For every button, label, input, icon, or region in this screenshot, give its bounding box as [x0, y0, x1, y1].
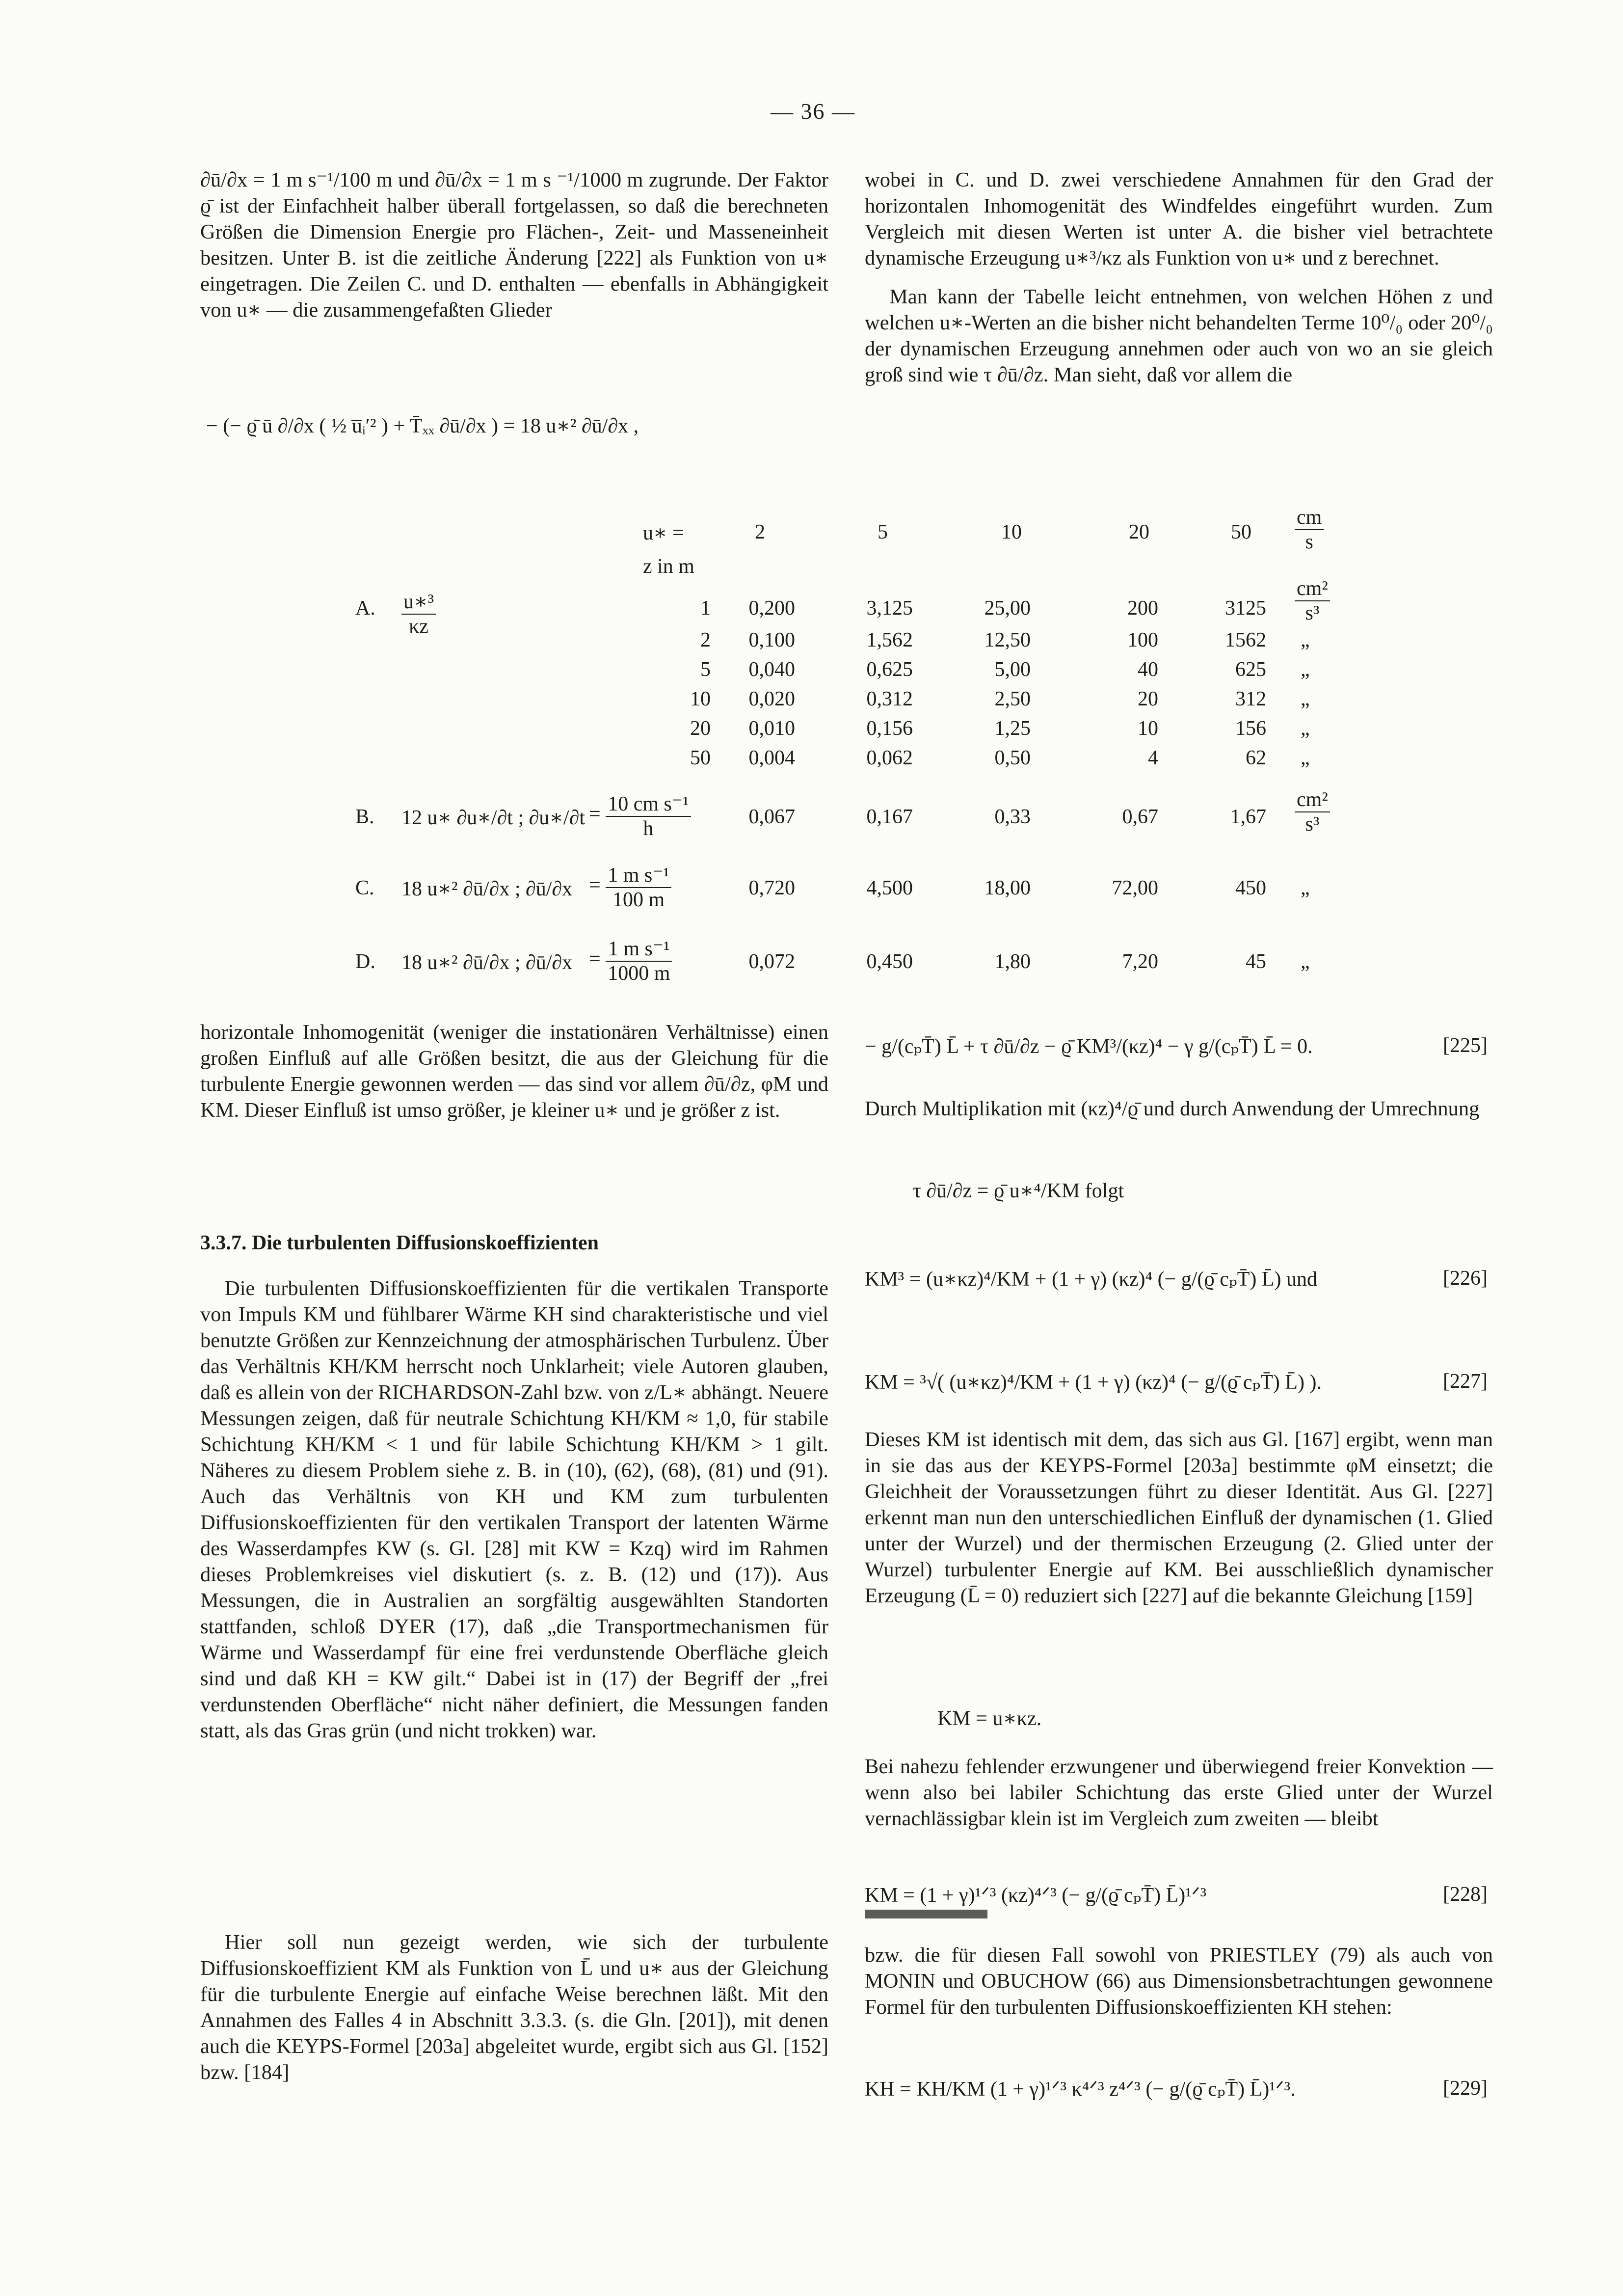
table-cell: 12,50	[984, 629, 1031, 651]
table-cell: 45	[1246, 950, 1266, 973]
right-paragraph-priestley	[865, 1942, 1493, 2020]
table-cell: 0,450	[866, 950, 913, 973]
table-cell: 0,50	[994, 747, 1031, 769]
right-paragraph-convection	[865, 1754, 1493, 1832]
ustar-label: u∗ =	[643, 522, 684, 544]
equation-number-226: [226]	[1443, 1267, 1488, 1290]
right-paragraph-6: bzw. die für diesen Fall sowohl von PRIESTLEY (79) als auch von MONIN und OBUCHOW (66) aus Dimensionsbetrachtungen gewonnene Formel für den turbulenten Diffusionskoeffizienten KH stehen:	[865, 1944, 1493, 2019]
left-column-bottom-2	[200, 1929, 828, 2085]
table-cell: 0,312	[866, 688, 913, 710]
ditto-mark: „	[1301, 747, 1310, 769]
ustar-value: 50	[1231, 521, 1251, 543]
equation-226: KM³ = (u∗κz)⁴/KM + (1 + γ) (κz)⁴ (− g/(ϱ̄ cₚT̄) L̄) und	[865, 1268, 1318, 1291]
right-paragraph-identity	[865, 1427, 1493, 1609]
ditto-mark: „	[1301, 629, 1310, 651]
table-cell: 156	[1235, 717, 1266, 740]
left-paragraph-1: ∂ū/∂x = 1 m s⁻¹/100 m und ∂ū/∂x = 1 m s ⁻¹/1000 m zugrunde. Der Faktor ϱ̄ ist der Einfachheit halber überall fortgelassen, so daß die berechneten Größen die Dimension Energie pro Flächen-, Zeit- und Masseneinheit besitzen. Unter B. ist die zeitliche Änderung [222] als Funktion von u∗ eingetragen. Die Zeilen C. und D. enthalten — ebenfalls in Abhängigkeit von u∗ — die zusammengefaßten Glieder	[200, 168, 828, 322]
table-cell: 0,040	[748, 658, 795, 681]
table-cell: 4	[1148, 747, 1158, 769]
table-cell: 625	[1235, 658, 1266, 681]
table-cell: 5,00	[994, 658, 1031, 681]
table-cell: 0,33	[994, 806, 1031, 828]
row-label-a: A.	[355, 597, 375, 620]
equation-tau: τ ∂ū/∂z = ϱ̄ u∗⁴/KM folgt	[913, 1180, 1124, 1202]
table-cell: 40	[1138, 658, 1158, 681]
ustar-value: 20	[1129, 521, 1149, 543]
table-cell: 20	[1138, 688, 1158, 710]
unit-a: $\frac{\text{cm²}}{\text{s³}}$	[1295, 577, 1330, 625]
right-paragraph-multiplication	[865, 1096, 1493, 1122]
left-column-mid	[200, 1019, 828, 1123]
table-cell: 10	[1138, 717, 1158, 740]
table-cell: 2,50	[994, 688, 1031, 710]
table-cell: 50	[690, 747, 711, 769]
section-paragraph-2: Hier soll nun gezeigt werden, wie sich der turbulente Diffusionskoeffizient KM als Funktion von L̄ und u∗ aus der Gleichung für die turbulente Energie auf einfache Weise berechnen läßt. Mit den Annahmen des Falles 4 in Abschnitt 3.3.3. (s. die Gln. [201]), mit denen auch die KEYPS-Formel [203a] abgeleitet wurde, ergibt sich aus Gl. [152] bzw. [184]	[200, 1931, 828, 2084]
table-cell: 0,020	[748, 688, 795, 710]
equation-229: KH = KH/KM (1 + γ)¹ᐟ³ κ⁴ᐟ³ z⁴ᐟ³ (− g/(ϱ̄ cₚT̄) L̄)¹ᐟ³.	[865, 2078, 1296, 2101]
table-cell: 200	[1127, 597, 1158, 620]
section-paragraph-1: Die turbulenten Diffusionskoeffizienten für die vertikalen Transporte von Impuls KM und fühlbarer Wärme KH sind charakteristische und viel benutzte Größen zur Kennzeichnung der atmosphärischen Turbulenz. Über das Verhältnis KH/KM herrscht noch Unklarheit; viele Autoren glauben, daß es allein von der RICHARDSON-Zahl bzw. von z/L∗ abhängt. Neuere Messungen zeigen, daß für neutrale Schichtung KH/KM ≈ 1,0, für stabile Schichtung KH/KM < 1 und für labile Schichtung KH/KM > 1 gilt. Näheres zu diesem Problem siehe z. B. in (10), (62), (68), (81) und (91). Auch das Verhältnis von KH und KM zum turbulenten Diffusionskoeffizienten für den vertikalen Transport der latenten Wärme des Wasserdampfes KW (s. Gl. [28] mit KW = Kzq) wird im Rahmen dieses Problemkreises viel diskutiert (s. z. B. (12) und (17)). Aus Messungen, die in Australien an sorgfältig ausgewählten Standorten stattfanden, schloß DYER (17), daß „die Transportmechanismen für Wärme und Wasserdampf für eine frei verdunstende Oberfläche gleich sind und daß KH = KW gilt.“ Dabei ist in (17) der Begriff der „frei verdunstenden Oberfläche“ nicht näher definiert, die Messungen fanden statt, als das Gras grün (und nicht trokken) war.	[200, 1277, 828, 1742]
ink-smudge	[865, 1910, 987, 1918]
equation-225: − g/(cₚT̄) L̄ + τ ∂ū/∂z − ϱ̄ KM³/(κz)⁴ − γ g/(cₚT̄) L̄ = 0.	[865, 1035, 1313, 1058]
table-cell: 10	[690, 688, 711, 710]
table-cell: 20	[690, 717, 711, 740]
expr-c: 18 u∗² ∂ū/∂x ; ∂ū/∂x	[401, 878, 573, 900]
table-cell: 62	[1246, 747, 1266, 769]
row-label-b: B.	[355, 806, 374, 828]
equation-159: KM = u∗κz.	[937, 1707, 1042, 1730]
table-cell: 312	[1235, 688, 1266, 710]
cond-c: = $\frac{\text{1 m s⁻¹}}{100 m}$	[589, 863, 671, 912]
table-cell: 0,625	[866, 658, 913, 681]
section-heading: 3.3.7. Die turbulenten Diffusionskoeffizienten	[200, 1232, 599, 1254]
table-cell: 18,00	[984, 877, 1031, 899]
right-paragraph-2: Man kann der Tabelle leicht entnehmen, von welchen Höhen z und welchen u∗-Werten an die bisher nicht behandelten Terme 10⁰/₀ oder 20⁰/₀ der dynamischen Erzeugung annehmen oder auch von wo an sie gleich groß sind wie τ ∂ū/∂z. Man sieht, daß vor allem die	[865, 285, 1493, 386]
ustar-value: 5	[878, 521, 888, 543]
equation-number-227: [227]	[1443, 1370, 1488, 1393]
ditto-mark: „	[1301, 717, 1310, 740]
table-cell: 0,067	[748, 806, 795, 828]
expr-a: $\frac{\text{u∗³}}{\kappa z}$	[401, 589, 436, 638]
table-cell: 1,25	[994, 717, 1031, 740]
table-cell: 0,200	[748, 597, 795, 620]
cond-d: = $\frac{\text{1 m s⁻¹}}{1000 m}$	[589, 936, 672, 985]
ustar-value: 2	[755, 521, 765, 543]
table-cell: 72,00	[1112, 877, 1158, 899]
left-column-top	[200, 167, 828, 323]
table-cell: 1,562	[866, 629, 913, 651]
table-cell: 1	[700, 597, 711, 620]
ustar-value: 10	[1001, 521, 1022, 543]
table-cell: 3125	[1225, 597, 1266, 620]
unit-b: $\frac{\text{cm²}}{\text{s³}}$	[1295, 788, 1330, 836]
right-column-top	[865, 167, 1493, 388]
right-paragraph-5: Bei nahezu fehlender erzwungener und überwiegend freier Konvektion — wenn also bei labiler Schichtung das erste Glied unter der Wurzel vernachlässigbar klein ist im Vergleich zum zweiten — bleibt	[865, 1755, 1493, 1830]
equation-number-229: [229]	[1443, 2077, 1488, 2100]
table-cell: 0,100	[748, 629, 795, 651]
table-cell: 1,80	[994, 950, 1031, 973]
left-paragraph-2: horizontale Inhomogenität (weniger die instationären Verhältnisse) einen großen Einfluß auf alle Größen besitzt, die aus der Gleichung für die turbulente Energie gewonnen werden — das sind vor allem ∂ū/∂z, φM und KM. Dieser Einfluß ist umso größer, je kleiner u∗ und je größer z ist.	[200, 1021, 828, 1122]
left-column-bottom	[200, 1275, 828, 1744]
table-cell: 0,010	[748, 717, 795, 740]
table-cell: 25,00	[984, 597, 1031, 620]
table-cell: 3,125	[866, 597, 913, 620]
table-cell: 1,67	[1230, 806, 1266, 828]
ditto-mark: „	[1301, 950, 1310, 973]
row-label-d: D.	[355, 950, 375, 973]
table-cell: 0,156	[866, 717, 913, 740]
right-paragraph-3: Durch Multiplikation mit (κz)⁴/ϱ̄ und durch Anwendung der Umrechnung	[865, 1097, 1480, 1120]
table-cell: 4,500	[866, 877, 913, 899]
right-paragraph-4: Dieses KM ist identisch mit dem, das sich aus Gl. [167] ergibt, wenn man in sie das aus der KEYPS-Formel [203a] bestimmte φM einsetzt; die Gleichheit der Voraussetzungen führt zu dieser Identität. Aus Gl. [227] erkennt man nun den unterschiedlichen Einfluß der dynamischen (1. Glied unter der Wurzel) und der thermischen Erzeugung (2. Glied unter der Wurzel) turbulenter Energie auf KM. Bei ausschließlich dynamischer Erzeugung (L̄ = 0) reduziert sich [227] auf die bekannte Gleichung [159]	[865, 1428, 1493, 1607]
table-cell: 0,062	[866, 747, 913, 769]
equation-228: KM = (1 + γ)¹ᐟ³ (κz)⁴ᐟ³ (− g/(ϱ̄ cₚT̄) L̄)¹ᐟ³	[865, 1884, 1207, 1907]
ditto-mark: „	[1301, 877, 1310, 899]
table-cell: 0,720	[748, 877, 795, 899]
ditto-mark: „	[1301, 658, 1310, 681]
cond-b: = $\frac{\text{10 cm s⁻¹}}{h}$	[589, 791, 691, 840]
unit-velocity: $\frac{cm}{s}$	[1295, 506, 1324, 554]
table-cell: 0,072	[748, 950, 795, 973]
table-cell: 5	[700, 658, 711, 681]
page-number: — 36 —	[771, 99, 855, 124]
expr-d: 18 u∗² ∂ū/∂x ; ∂ū/∂x	[401, 951, 573, 974]
ditto-mark: „	[1301, 688, 1310, 710]
row-label-c: C.	[355, 877, 374, 899]
right-paragraph-1: wobei in C. und D. zwei verschiedene Annahmen für den Grad der horizontalen Inhomogenität des Windfeldes eingeführt wurden. Zum Vergleich mit diesen Werten ist unter A. die bisher viel betrachtete dynamische Erzeugung u∗³/κz als Funktion von u∗ und z berechnet.	[865, 168, 1493, 270]
table-cell: 1562	[1225, 629, 1266, 651]
formula-energy-terms: − (− ϱ̄ ū ∂/∂x ( ½ u̅ᵢ′² ) + T̄ₓₓ ∂ū/∂x ) = 18 u∗² ∂ū/∂x ,	[206, 415, 639, 437]
table-cell: 0,67	[1122, 806, 1158, 828]
equation-number-228: [228]	[1443, 1883, 1488, 1906]
equation-227: KM = ³√( (u∗κz)⁴/KM + (1 + γ) (κz)⁴ (− g/(ϱ̄ cₚT̄) L̄) ).	[865, 1371, 1322, 1394]
equation-number-225: [225]	[1443, 1034, 1488, 1057]
table-cell: 450	[1235, 877, 1266, 899]
table-cell: 2	[700, 629, 711, 651]
expr-b: 12 u∗ ∂u∗/∂t ; ∂u∗/∂t	[401, 807, 585, 829]
table-cell: 7,20	[1122, 950, 1158, 973]
table-cell: 100	[1127, 629, 1158, 651]
table-cell: 0,004	[748, 747, 795, 769]
z-label: z in m	[643, 555, 694, 578]
table-cell: 0,167	[866, 806, 913, 828]
